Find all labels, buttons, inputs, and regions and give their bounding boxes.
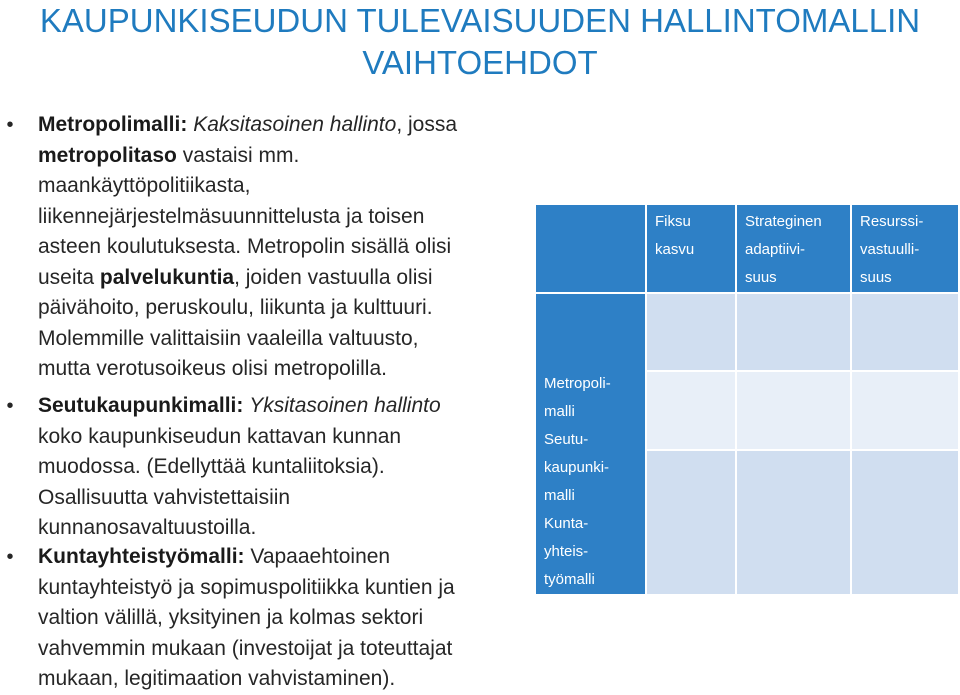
column-header-strateginen-adaptiivisuus — [736, 204, 851, 293]
table-cell — [646, 450, 736, 595]
table-cell — [851, 450, 959, 595]
text-run: päivähoito, peruskoulu, liikunta ja kulttuuri. — [38, 296, 433, 319]
bullet-text-line — [38, 202, 518, 233]
bullet-text-line — [38, 324, 518, 355]
bold-term: Kuntayhteistyömalli: — [38, 545, 251, 568]
bullet-text-line — [38, 232, 518, 263]
text-run: Osallisuutta vahvistettaisiin — [38, 485, 291, 509]
row-header-text: malli — [544, 403, 575, 420]
bullet-text-line — [38, 293, 518, 324]
text-run: kunnanosavaltuustoilla. — [38, 516, 257, 539]
bold-term: palvelukuntia — [99, 265, 235, 289]
table-cell — [646, 293, 736, 371]
row-header-text: työmalli — [544, 571, 595, 588]
row-headers-cell — [535, 293, 646, 595]
text-run: vastaisi mm. — [176, 143, 300, 167]
bullet-text-line — [38, 634, 518, 665]
column-header-text: kasvu — [655, 241, 695, 258]
comparison-table — [534, 203, 960, 596]
text-run: Vapaaehtoinen — [250, 545, 391, 568]
bold-term: metropolitaso — [38, 143, 177, 167]
italic-text: Kaksitasoinen hallinto — [193, 113, 397, 136]
table-cell — [736, 293, 851, 371]
text-run: vahvemmin mukaan (investoijat ja toteuttajat — [38, 636, 453, 660]
table-cell — [736, 371, 851, 449]
row-header-text: malli — [544, 487, 575, 504]
bullet-dot-icon: • — [6, 114, 14, 136]
row-header-text: Metropoli- — [544, 375, 611, 392]
column-header-resurssivastuullisuus — [851, 204, 959, 293]
column-header-text: Fiksu — [655, 213, 691, 230]
bullet-text-line — [38, 542, 518, 573]
text-run: liikennejärjestelmäsuunnittelusta ja toisen — [38, 204, 425, 228]
row-header-text: kaupunki- — [544, 459, 610, 476]
row-header-text: yhteis- — [544, 543, 589, 560]
text-run: maankäyttöpolitiikasta, — [38, 174, 251, 197]
table-corner-cell — [535, 204, 646, 293]
bullet-text-line — [38, 422, 518, 453]
bullet-text-line — [38, 391, 518, 422]
table-cell — [851, 293, 959, 371]
title-line-2: VAIHTOEHDOT — [362, 44, 598, 81]
bullet-text-line — [38, 354, 518, 385]
bullet-text-line — [38, 603, 518, 634]
column-header-text: suus — [745, 269, 777, 286]
text-run: , joiden vastuulla olisi — [234, 265, 433, 289]
row-header-label — [544, 426, 639, 510]
text-run: useita — [38, 265, 100, 289]
text-run: valtion välillä, yksityinen ja kolmas sektori — [38, 606, 424, 629]
text-run: muodossa. (Edellyttää kuntaliitoksia). — [38, 455, 385, 478]
text-run: mukaan, legitimaation vahvistaminen). — [38, 667, 396, 690]
column-header-text: Strateginen — [745, 213, 822, 230]
column-header-text: vastuulli- — [860, 241, 920, 258]
row-header-text: Kunta- — [544, 515, 589, 532]
text-run: kuntayhteistyö ja sopimuspolitiikka kuntien ja — [38, 575, 455, 599]
text-run: koko kaupunkiseudun kattavan kunnan — [38, 424, 402, 448]
bold-term: Metropolimalli: — [38, 113, 194, 136]
bullet-text-line — [38, 141, 518, 172]
text-run: asteen koulutuksesta. Metropolin sisällä olisi — [38, 235, 452, 258]
bullet-kuntayhteistyomalli — [6, 542, 518, 695]
column-header-fiksu-kasvu — [646, 204, 736, 293]
text-run: , jossa — [396, 113, 458, 136]
bullet-text-line — [38, 171, 518, 202]
bullet-text-line — [38, 110, 518, 141]
table-cell — [851, 371, 959, 449]
bullet-text-line — [38, 483, 518, 514]
row-header-label — [544, 510, 639, 594]
text-run: Molemmille valittaisiin vaaleilla valtuusto, — [38, 326, 419, 350]
text-run: mutta verotusoikeus olisi metropolilla. — [38, 357, 387, 380]
column-header-text: suus — [860, 269, 892, 286]
column-header-text: adaptiivi- — [745, 241, 806, 258]
bullet-text-line — [38, 573, 518, 604]
bullet-text-line — [38, 263, 518, 294]
bullet-dot-icon: • — [6, 395, 14, 417]
bullet-dot-icon: • — [6, 546, 14, 568]
table-cell — [646, 371, 736, 449]
row-header-text: Seutu- — [544, 431, 589, 448]
title-line-1: KAUPUNKISEUDUN TULEVAISUUDEN HALLINTOMALLIN — [39, 2, 921, 39]
row-header-label — [544, 370, 639, 426]
bullet-text-line — [38, 452, 518, 483]
bullet-text-line — [38, 513, 518, 544]
bullet-metropolimalli — [6, 110, 518, 385]
italic-text: Yksitasoinen hallinto — [249, 394, 441, 417]
bold-term: Seutukaupunkimalli: — [38, 394, 250, 417]
bullet-seutukaupunkimalli — [6, 391, 518, 544]
table-cell — [736, 450, 851, 595]
bullet-text-line — [38, 664, 518, 695]
column-header-text: Resurssi- — [860, 213, 924, 230]
